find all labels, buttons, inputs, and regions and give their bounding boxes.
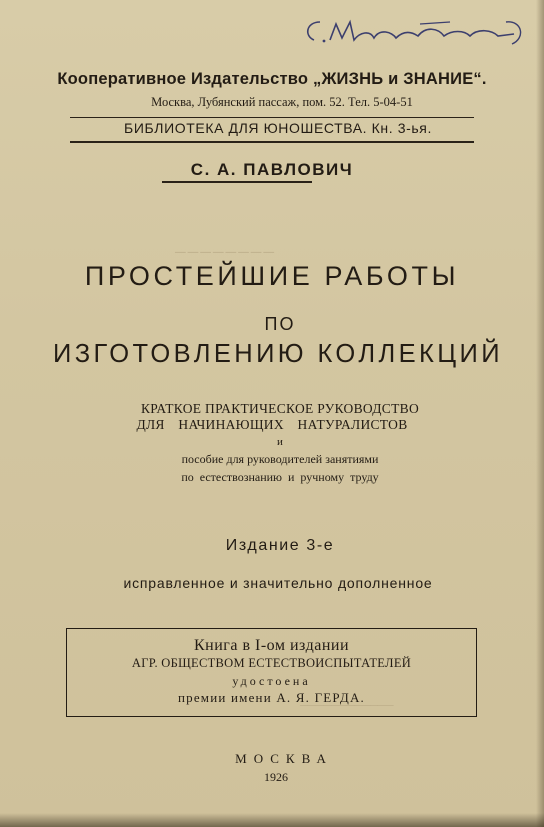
series-line: БИБЛИОТЕКА ДЛЯ ЮНОШЕСТВА. Кн. 3-ья. — [124, 120, 432, 136]
divider-top — [70, 117, 474, 118]
page-bottom-shadow — [0, 813, 544, 827]
signature-scribble — [300, 10, 532, 50]
title-line-3: ИЗГОТОВЛЕНИЮ КОЛЛЕКЦИЙ — [52, 340, 504, 368]
award-line-2: АГР. ОБЩЕСТВОМ ЕСТЕСТВОИСПЫТАТЕЛЕЙ — [131, 656, 412, 670]
publisher-name: Кооперативное Издательство „ЖИЗНЬ и ЗНАНИЕ“. — [57, 70, 487, 88]
publisher-address: Москва, Лубянский пассаж, пом. 52. Тел. 5-04-51 — [151, 95, 413, 109]
divider-series — [70, 141, 474, 143]
show-through-text: ──────── — [175, 245, 277, 261]
edition-label: Издание 3-е — [225, 537, 335, 554]
imprint-city: МОСКВА — [235, 751, 333, 766]
subtitle-line-1: КРАТКОЕ ПРАКТИЧЕСКОЕ РУКОВОДСТВО — [140, 401, 420, 416]
edition-note: исправленное и значительно дополненное — [123, 575, 433, 591]
award-line-1: Книга в I-ом издании — [193, 637, 349, 654]
author-name: С. А. ПАВЛОВИЧ — [190, 160, 354, 179]
title-line-2: ПО — [264, 314, 296, 334]
subtitle-line-5: по естествознанию и ручному труду — [181, 470, 379, 484]
subtitle-line-4: пособие для руководителей занятиями — [181, 452, 379, 466]
show-through-text: ──────────── — [300, 700, 394, 712]
page-edge-shadow — [536, 0, 544, 827]
author-underline — [162, 181, 312, 183]
subtitle-line-3: и — [277, 436, 283, 448]
award-line-4: премии имени А. Я. ГЕРДА. — [177, 690, 365, 705]
award-line-3: удостоена — [232, 674, 311, 688]
award-box — [66, 628, 477, 717]
imprint-year: 1926 — [264, 770, 288, 784]
subtitle-line-2: ДЛЯ НАЧИНАЮЩИХ НАТУРАЛИСТОВ — [136, 417, 408, 432]
handwritten-signature — [300, 10, 532, 50]
title-line-1: ПРОСТЕЙШИЕ РАБОТЫ — [84, 261, 460, 291]
